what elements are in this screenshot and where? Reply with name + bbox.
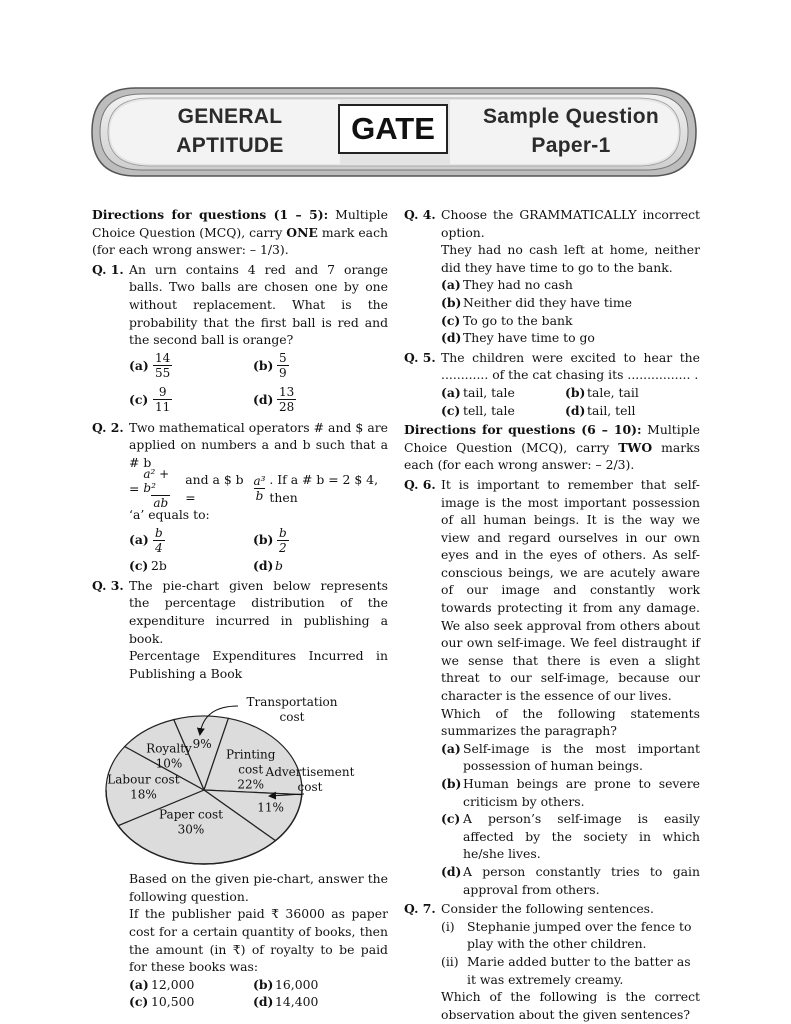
pie-label-transportation-cost: 9% [192,737,212,752]
option-text: A person’s self-image is easily affected by the society in which he/she lives. [463,811,700,862]
pie-label-printing-cost: Printing cost 22% [225,747,276,792]
chart-title-line2: Publishing a Book [129,665,243,681]
question-7-text: Consider the following sentences. [441,901,654,917]
question-7 [404,900,700,1023]
pie-chart-svg [92,688,388,866]
directions-1-text-b: mark each (for each wrong answer: – 1/3). [92,224,388,258]
directions-1-label: Directions for questions (1 – 5): [92,207,329,222]
question-3-instruction: Based on the given pie-chart, answer the following question. [129,871,388,904]
fraction-denominator: 11 [155,400,171,415]
option-6d[interactable] [441,863,700,898]
question-7-item-ii [441,953,700,988]
header-banner [90,86,698,178]
header-subject-line1: GENERAL [177,105,283,128]
fraction-numerator: 14 [155,351,171,366]
option-text: 12,000 [151,976,195,992]
option-label: (b) [441,294,462,310]
option-1c[interactable] [129,383,253,417]
option-text: They have time to go [463,330,595,346]
fraction-numerator: b [155,525,163,540]
option-3c[interactable] [129,993,253,1011]
fraction [153,385,172,414]
option-3b[interactable] [253,976,403,994]
header-paper-title [478,102,664,160]
pie-label-paper-cost: Paper cost 30% [159,807,223,837]
option-label: (b) [565,384,586,400]
option-label: (a) [129,357,149,373]
pie-chart [92,688,388,866]
fraction-numerator: b [279,525,287,540]
directions-1 [92,206,388,259]
option-4b[interactable] [441,294,700,312]
option-label: (a) [441,384,461,400]
question-2-number: Q. 2. [92,419,124,435]
fraction [277,385,296,414]
question-1 [92,261,388,417]
question-2-options [129,523,388,575]
option-6b[interactable] [441,775,700,810]
question-6-prompt: Which of the following statements summarizes the paragraph? [441,705,700,739]
directions-1-text-a: Multiple Choice Question (MCQ), carry [92,207,388,240]
fraction-denominator: b [255,489,264,504]
question-5-text: The children were excited to hear the ............ of the cat chasing its ................ . [441,349,700,383]
option-label: (b) [441,776,462,791]
fraction [251,474,267,503]
option-label: (c) [129,391,149,407]
item-label: (i) [441,918,455,934]
question-3-text: The pie-chart given below represents the percentage distribution of the expenditure incurred in publishing a book. [129,577,388,646]
option-label: (c) [441,811,461,827]
option-1d[interactable] [253,383,403,417]
chart-title-word: Expenditures [212,648,297,664]
question-3-options [129,976,388,1011]
option-label: (a) [441,740,461,756]
directions-2 [404,421,700,474]
option-label: (d) [253,994,274,1010]
fraction-numerator: 5 [279,351,287,366]
equation-tail: . If a # b = 2 $ 4, then [269,471,379,505]
option-2b[interactable] [253,523,403,557]
pie-label-royalty: Royalty 10% [146,741,192,771]
option-text: Self-image is the most important possession of human beings. [463,740,700,774]
option-label: (d) [441,863,462,879]
option-1a[interactable] [129,349,253,383]
question-7-item-i [441,918,700,953]
question-2-ask: ‘a’ equals to: [129,506,210,522]
question-6 [404,476,700,898]
directions-2-text-b: marks each (for each wrong answer: – 2/3). [404,439,700,473]
fraction [277,351,289,380]
question-2-text: Two mathematical operators # and $ are applied on numbers a and b such that a # b [129,419,388,470]
option-text: 14,400 [275,994,319,1010]
option-text: b [275,558,283,574]
option-label: (c) [441,402,461,418]
option-5b[interactable] [565,384,715,402]
fraction-denominator: 2 [279,540,287,555]
fraction [141,467,180,510]
question-2-equation [92,467,388,511]
header-subject [160,102,300,160]
option-label: (b) [253,357,274,373]
option-4a[interactable] [441,276,700,294]
question-1-options [129,349,388,417]
pie-callout-advertisement-cost: Advertisement cost [265,765,355,795]
option-label: (a) [441,277,461,293]
directions-2-text-a: Multiple Choice Question (MCQ), carry [404,422,700,455]
option-text: tale, tail [587,384,639,400]
question-5-number: Q. 5. [404,349,436,365]
fraction-denominator: 4 [155,540,163,555]
fraction [277,526,289,555]
gate-badge: GATE [338,104,448,154]
fraction-denominator: 55 [155,366,171,381]
option-text: 16,000 [275,976,319,992]
option-label: (a) [129,976,149,992]
option-text: tail, tale [463,384,515,400]
option-label: (d) [253,391,274,407]
option-4d[interactable] [441,329,700,347]
chart-title-word: in [376,648,388,664]
option-5c[interactable] [441,402,565,420]
option-1b[interactable] [253,349,403,383]
item-text: Stephanie jumped over the fence to play with the other children. [467,918,692,952]
question-6-passage: It is important to remember that self-image is the most important possession of all human beings. It is the way we view and regard ourselves in our own eyes and in the eyes of others. As self-conscious beings, we are acutely aware of our image and constantly work towards protecting it from any damage. We also seek approval from others about our own self-image. We feel distraught if we sense that there is even a slight threat to our self-image, because our character is the essence of our lives. [441,476,700,704]
option-2c[interactable] [129,557,253,575]
pie-label-advertisement-cost: 11% [257,800,284,815]
item-label: (ii) [441,953,459,969]
question-6-number: Q. 6. [404,476,436,492]
option-6c[interactable] [441,810,700,863]
fraction-denominator: 9 [279,366,287,381]
chart-title-word: Incurred [308,648,364,664]
question-4-sentence: They had no cash left at home, neither did they have time to go to the bank. [441,242,700,275]
chart-title-word: Percentage [129,648,200,664]
question-1-text: An urn contains 4 red and 7 orange balls. Two balls are chosen one by one without replacement. What is the probability that the first ball is red and the second ball is orange? [129,261,388,348]
option-text: Human beings are prone to severe criticism by others. [463,776,700,809]
option-5a[interactable] [441,384,565,402]
option-6a[interactable] [441,740,700,775]
option-label: (a) [129,532,149,548]
option-2a[interactable] [129,523,253,557]
option-text: tell, tale [463,402,515,418]
directions-2-bold: TWO [618,439,653,455]
directions-2-label: Directions for questions (6 – 10): [404,422,642,438]
fraction [153,526,165,555]
option-text: 2b [151,558,167,574]
option-label: (d) [441,330,462,346]
pie-label-labour-cost: Labour cost 18% [107,772,180,802]
right-column [404,206,700,1024]
option-4c[interactable] [441,312,700,330]
option-label: (b) [253,532,274,548]
fraction-denominator: ab [153,496,169,511]
fraction [153,351,172,380]
item-text: Marie added butter to the batter as it was extremely creamy. [467,953,691,987]
question-5 [404,349,700,419]
option-text: 10,500 [151,994,195,1010]
option-label: (b) [253,976,274,992]
equation-middle: and a $ b = [185,471,244,505]
question-4-number: Q. 4. [404,207,436,222]
header-paper-line2: Paper-1 [531,134,611,157]
option-text: tail, tell [587,402,636,418]
question-7-prompt: Which of the following is the correct observation about the given sentences? [441,989,700,1022]
pie-callout-transportation-cost: Transportation cost [246,695,338,725]
directions-1-bold: ONE [286,224,318,240]
question-3 [92,577,388,1011]
option-label: (c) [129,994,149,1010]
option-text: Neither did they have time [463,294,632,310]
option-3d[interactable] [253,993,403,1011]
fraction-numerator: a³ [253,474,266,489]
option-text: A person constantly tries to gain approval from others. [463,863,700,897]
option-3a[interactable] [129,976,253,994]
question-4 [404,206,700,347]
question-4-text: Choose the GRAMMATICALLY incorrect option. [441,207,700,240]
left-column [92,206,388,1013]
fraction-numerator: 9 [158,385,167,400]
question-3-ask: If the publisher paid ₹ 36000 as paper cost for a certain quantity of books, then the amount (in ₹) of royalty to be paid for these books was: [129,906,388,975]
fraction-numerator: 13 [279,385,295,400]
equation-prefix: = [129,480,140,496]
header-subject-line2: APTITUDE [176,134,284,157]
question-1-number: Q. 1. [92,261,124,277]
option-label: (c) [129,558,149,574]
fraction-denominator: 28 [279,400,295,415]
question-2 [92,419,388,575]
question-7-number: Q. 7. [404,901,436,917]
option-2d[interactable] [253,557,403,575]
option-label: (c) [441,312,461,328]
question-3-number: Q. 3. [92,577,124,593]
option-label: (d) [565,402,586,418]
option-text: To go to the bank [463,312,573,328]
header-paper-line1: Sample Question [482,105,660,128]
option-text: They had no cash [463,277,573,293]
chart-title-line1 [129,647,388,665]
question-5-options [441,384,700,419]
option-5d[interactable] [565,402,715,420]
option-label: (d) [253,558,274,574]
fraction-numerator: a² + b² [143,467,170,496]
